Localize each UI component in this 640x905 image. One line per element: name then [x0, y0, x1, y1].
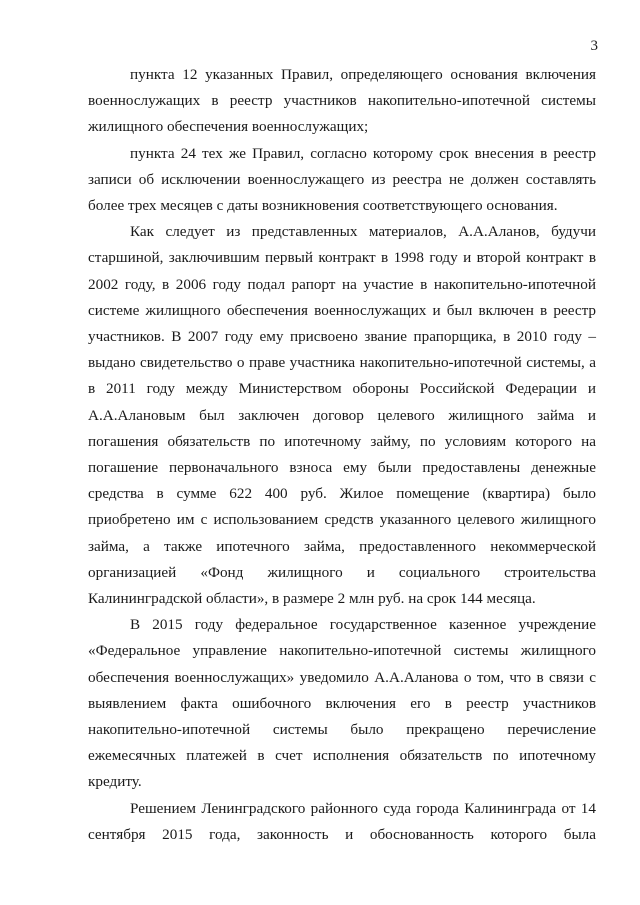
paragraph-rule-24: пункта 24 тех же Правил, согласно которому срок внесения в реестр записи об исключении военнослужащего из реестра не должен составлять более трех месяцев с даты возникновения соответствующего основания.: [88, 144, 596, 215]
paragraph-court-decision: Решением Ленинградского районного суда города Калининграда от 14 сентября 2015 года, законность и обоснованность которого была: [88, 799, 596, 843]
paragraph-rule-12: пункта 12 указанных Правил, определяющего основания включения военнослужащих в реестр участников накопительно-ипотечной системы жилищного обеспечения военнослужащих;: [88, 66, 596, 136]
page-number: 3: [590, 38, 598, 54]
document-body: [88, 62, 596, 848]
paragraph-notification: В 2015 году федеральное государственное казенное учреждение «Федеральное управление накопительно-ипотечной системы жилищного обеспечения военнослужащих» уведомило А.А.Аланова о том, что в связи с выявлением факта ошибочного включения его в реестр участников накопительно-ипотечной системы было прекращено перечисление ежемесячных платежей в счет исполнения обязательств по ипотечному кредиту.: [88, 616, 596, 791]
paragraph-case-facts: Как следует из представленных материалов, А.А.Аланов, будучи старшиной, заключившим первый контракт в 1998 году и второй контракт в 2002 году, в 2006 году подал рапорт на участие в накопительно-ипотечной системе жилищного обеспечения военнослужащих и был включен в реестр участников. В 2007 году ему присвоено звание прапорщика, в 2010 году – выдано свидетельство о праве участника накопительно-ипотечной системы, а в 2011 году между Министерством обороны Российской Федерации и А.А.Алановым был заключен договор целевого жилищного займа и погашения обязательств по ипотечному займу, по условиям которого на погашение первоначального взноса ему были предоставлены денежные средства в сумме 622 400 руб. Жилое помещение (квартира) было приобретено им с использованием средств указанного целевого жилищного займа, а также ипотечного займа, предоставленного некоммерческой организацией «Фонд жилищного и социального строительства Калининградской области», в размере 2 млн руб. на срок 144 месяца.: [88, 223, 596, 608]
